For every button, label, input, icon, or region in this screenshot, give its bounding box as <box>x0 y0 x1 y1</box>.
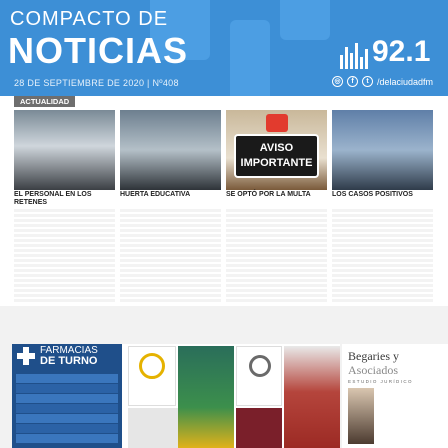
sponsor-logo-icon <box>249 355 271 377</box>
megaphone-icon <box>266 114 288 132</box>
equalizer-icon <box>340 43 368 69</box>
pharmacy-row <box>16 404 118 413</box>
sponsor-ad[interactable] <box>128 408 178 448</box>
issue-dateline: 28 DE SEPTIEMBRE DE 2020 | Nº408 <box>14 78 179 88</box>
pharmacy-row <box>16 424 118 433</box>
pharmacy-panel[interactable] <box>12 344 122 448</box>
social-links[interactable] <box>332 76 433 87</box>
news-headline[interactable]: SE OPTÓ POR LA MULTA <box>226 191 311 198</box>
sponsor-ad[interactable] <box>236 408 282 448</box>
news-image[interactable] <box>120 110 221 190</box>
twitter-icon[interactable]: t <box>362 76 373 87</box>
law-firm-name: Begaries y <box>348 349 399 363</box>
law-firm-tagline: ESTUDIO JURÍDICO <box>348 379 413 384</box>
sponsor-ad[interactable] <box>236 346 282 406</box>
news-image[interactable] <box>14 110 115 190</box>
sponsor-ad[interactable] <box>178 346 234 448</box>
sponsor-logo-icon <box>139 353 165 379</box>
pharmacy-title-line1: FARMACIAS <box>40 345 98 356</box>
logo-frequency: 92.1 <box>372 35 431 68</box>
news-headline[interactable]: LOS CASOS POSITIVOS <box>332 191 413 198</box>
news-item[interactable] <box>120 110 221 302</box>
news-body-text <box>332 209 433 302</box>
newsletter-header <box>0 0 448 96</box>
pharmacy-row <box>16 394 118 403</box>
instagram-icon[interactable]: ◎ <box>332 76 343 87</box>
sponsor-ad[interactable] <box>284 346 340 448</box>
facebook-icon[interactable]: f <box>347 76 358 87</box>
news-body-text <box>226 209 327 302</box>
radio-logo[interactable] <box>340 35 430 69</box>
law-firm-photo <box>348 388 374 444</box>
sponsor-ad[interactable] <box>128 346 176 406</box>
header-kicker: COMPACTO DE <box>10 8 169 30</box>
header-decoration <box>280 0 330 40</box>
pharmacy-row <box>16 384 118 393</box>
social-handle[interactable]: /delaciudadfm <box>377 76 434 87</box>
notice-badge <box>234 134 319 178</box>
page-title: NOTICIAS <box>8 30 189 71</box>
pharmacy-title <box>40 346 98 366</box>
notice-badge-line1: AVISO <box>259 142 294 154</box>
notice-badge-line2: IMPORTANTE <box>240 157 313 169</box>
news-item[interactable] <box>332 110 433 302</box>
pharmacy-cross-icon <box>16 346 36 366</box>
news-body-text <box>120 209 221 302</box>
pharmacy-row <box>16 414 118 423</box>
header-decoration <box>230 20 270 96</box>
pharmacy-title-line2: DE TURNO <box>40 355 98 367</box>
pharmacy-list <box>16 374 118 444</box>
news-headline[interactable]: HUERTA EDUCATIVA <box>120 191 191 198</box>
law-firm-subname: Asociados <box>348 363 398 377</box>
law-firm-ad[interactable] <box>342 344 448 448</box>
pharmacy-row <box>16 434 118 443</box>
pharmacy-header <box>16 346 98 366</box>
news-body-text <box>14 209 115 302</box>
pharmacy-row <box>16 374 118 383</box>
news-item[interactable] <box>14 110 115 302</box>
news-row <box>14 110 432 302</box>
section-tag: ACTUALIDAD <box>14 96 75 107</box>
news-image[interactable] <box>332 110 433 190</box>
news-headline[interactable]: EL PERSONAL EN LOS RETENES <box>14 191 92 206</box>
news-item[interactable] <box>226 110 327 302</box>
news-image[interactable] <box>226 110 327 190</box>
